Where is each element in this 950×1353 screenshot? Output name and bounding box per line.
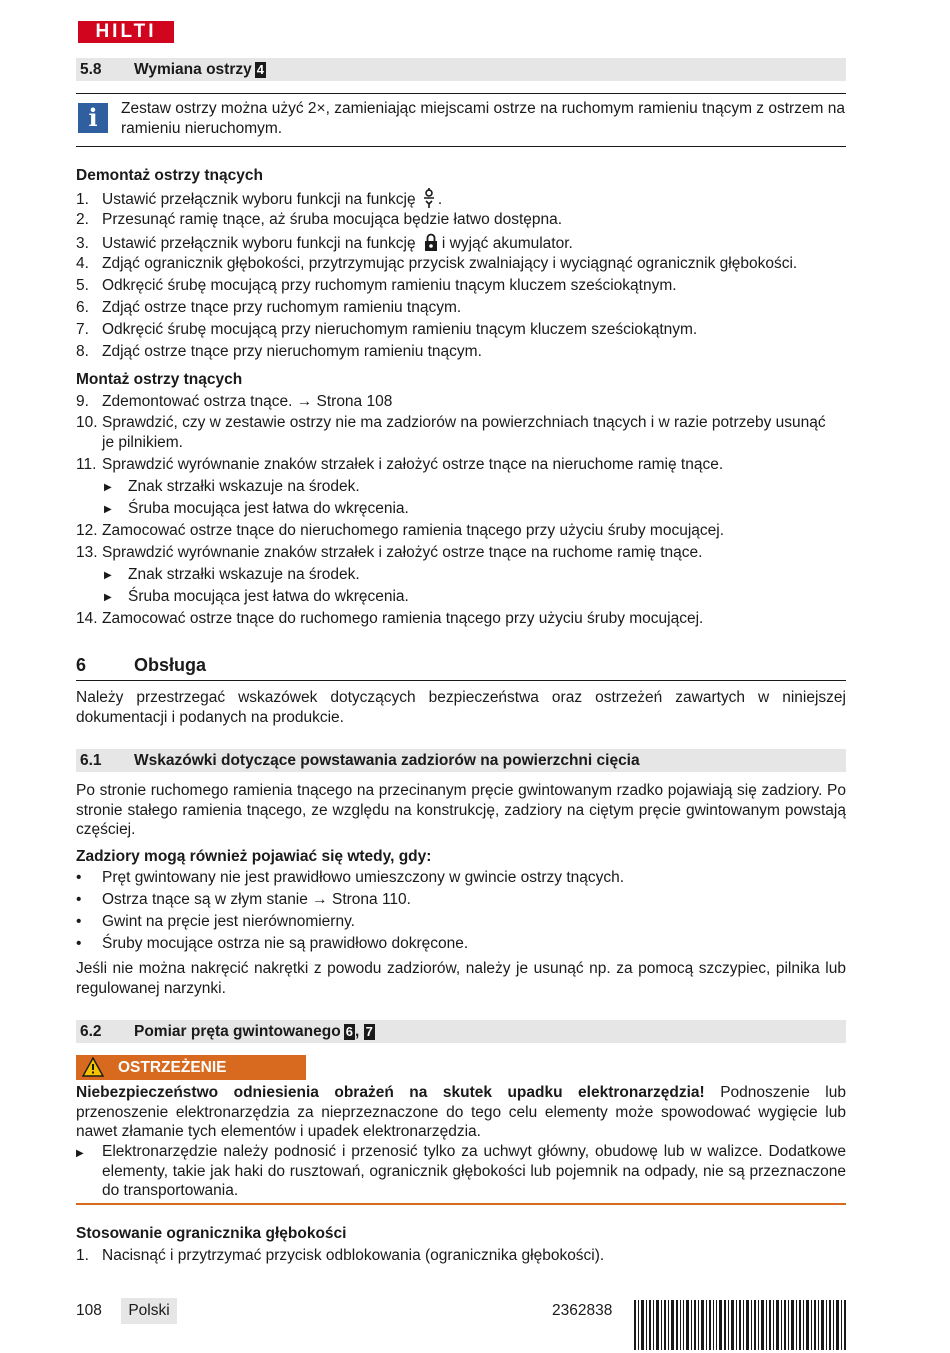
section-title: Wskazówki dotyczące powstawania zadziorów na powierzchni cięcia xyxy=(134,752,640,769)
result-arrow-icon: ▶ xyxy=(76,1148,84,1159)
list-item: 9. Zdemontować ostrza tnące. → Strona 108 xyxy=(76,393,393,410)
list-item: 14. Zamocować ostrze tnące do ruchomego ramienia tnącego przy użyciu śruby mocującej. xyxy=(76,610,704,627)
paragraph: Jeśli nie można nakręcić nakrętki z powodu zadziorów, należy je usunąć np. za pomocą szczypiec, pilnika lub regulowanej narzynki. xyxy=(76,960,846,997)
bullet-item: • Gwint na pręcie jest nierównomierny. xyxy=(76,913,355,930)
paragraph: Po stronie ruchomego ramienia tnącego na przecinanym pręcie gwintowanym rzadko pojawiają się zadziory. Po stronie stałego ramienia tnącego, ze względu na konstrukcję, zadziory na ciętym pręcie gwintowanym powstają częściej. xyxy=(76,782,846,838)
list-item: 1. Ustawić przełącznik wyboru funkcji na funkcję . xyxy=(76,188,846,209)
page-number: 108 xyxy=(76,1302,102,1319)
result-arrow-icon: ▶ xyxy=(104,482,112,493)
result-item: ▶ Śruba mocująca jest łatwa do wkręcenia. xyxy=(104,588,409,605)
bullet-dot: • xyxy=(76,935,82,952)
subheading-assembly: Montaż ostrzy tnących xyxy=(76,371,243,388)
subheading-depth-gauge: Stosowanie ogranicznika głębokości xyxy=(76,1225,347,1242)
section-title: Pomiar pręta gwintowanego 6 , 7 xyxy=(134,1023,373,1040)
figure-ref: 4 xyxy=(256,62,264,77)
result-arrow-icon: ▶ xyxy=(104,504,112,515)
bullet-dot: • xyxy=(76,891,82,908)
section-header-6-2 xyxy=(76,1020,846,1043)
section-title: Wymiana ostrzy 4 xyxy=(134,61,264,78)
bullet-dot: • xyxy=(76,913,82,930)
section-number: 6.2 xyxy=(80,1023,102,1040)
list-item: 7. Odkręcić śrubę mocującą przy nieruchomym ramieniu tnącym kluczem sześciokątnym. xyxy=(76,321,698,338)
list-item: 4. Zdjąć ogranicznik głębokości, przytrzymując przycisk zwalniający i wyciągnąć ogranicznik głębokości. xyxy=(76,255,798,272)
result-arrow-icon: ▶ xyxy=(104,570,112,581)
result-arrow-icon: ▶ xyxy=(104,592,112,603)
warning-divider xyxy=(76,1203,846,1205)
divider xyxy=(76,93,846,94)
info-icon: i xyxy=(78,103,108,133)
warning-text: Niebezpieczeństwo odniesienia obrażeń na skutek upadku elektronarzędzia! Podnoszenie lub przenoszenie elektronarzędzia za nieprzeznaczone do tego celu elementy może spowodować wygięcie lub nawet złamanie tych elementów i upadek elektronarzędzia. xyxy=(76,1084,846,1140)
divider xyxy=(76,146,846,147)
section-header-5-8 xyxy=(76,58,846,81)
result-item: ▶ Znak strzałki wskazuje na środek. xyxy=(104,566,360,583)
paragraph: Należy przestrzegać wskazówek dotyczących bezpieczeństwa oraz ostrzeżeń zawartych w niniejszej dokumentacji i podanych na produkcie. xyxy=(76,689,846,726)
list-item: 12. Zamocować ostrze tnące do nieruchomego ramienia tnącego przy użyciu śruby mocującej. xyxy=(76,522,725,539)
chapter-number: 6 xyxy=(76,655,87,675)
warning-label: OSTRZEŻENIE xyxy=(76,1055,306,1080)
blade-change-mode-icon xyxy=(422,188,436,208)
warning-triangle-icon xyxy=(82,1057,104,1077)
list-item: 11. Sprawdzić wyrównanie znaków strzałek i założyć ostrze tnące na nieruchome ramię tnące. xyxy=(76,456,724,473)
bullet-item: • Pręt gwintowany nie jest prawidłowo umieszczony w gwincie ostrzy tnących. xyxy=(76,869,625,886)
lock-mode-icon xyxy=(424,232,438,252)
hilti-logo: HILTI xyxy=(78,21,174,43)
bullet-item: • Ostrza tnące są w złym stanie → Strona 110. xyxy=(76,891,411,908)
chapter-heading-6 xyxy=(76,655,207,676)
list-item: 10. Sprawdzić, czy w zestawie ostrzy nie ma zadziorów na powierzchniach tnących i w razie potrzeby usunąć xyxy=(76,414,826,431)
list-item: 5. Odkręcić śrubę mocującą przy ruchomym ramieniu tnącym kluczem sześciokątnym. xyxy=(76,277,677,294)
bullet-dot: • xyxy=(76,869,82,886)
result-item: ▶ Znak strzałki wskazuje na środek. xyxy=(104,478,360,495)
result-item: ▶ Śruba mocująca jest łatwa do wkręcenia. xyxy=(104,500,409,517)
list-item-continuation: je pilnikiem. xyxy=(102,434,183,451)
divider xyxy=(76,680,846,681)
chapter-title: Obsługa xyxy=(134,655,207,675)
document-number: 2362838 xyxy=(552,1302,613,1319)
figure-ref: 6 xyxy=(345,1024,353,1039)
figure-ref: 7 xyxy=(365,1024,373,1039)
list-item: 2. Przesunąć ramię tnące, aż śruba mocująca będzie łatwo dostępna. xyxy=(76,211,563,228)
section-header-6-1 xyxy=(76,749,846,772)
subheading-burrs: Zadziory mogą również pojawiać się wtedy, gdy: xyxy=(76,848,432,865)
list-item: 13. Sprawdzić wyrównanie znaków strzałek i założyć ostrze tnące na ruchome ramię tnące. xyxy=(76,544,703,561)
bullet-item: • Śruby mocujące ostrza nie są prawidłowo dokręcone. xyxy=(76,935,469,952)
section-number: 5.8 xyxy=(80,61,102,78)
warning-action: Elektronarzędzie należy podnosić i przenosić tylko za uchwyt główny, obudowę lub w walizce. Dodatkowe elementy, takie jak haki do rusztowań, ogranicznik głębokości lub pojemnik na odpady, nie są przeznaczone do transportowania. xyxy=(102,1143,846,1199)
language-label: Polski xyxy=(121,1298,177,1324)
list-item: 1. Nacisnąć i przytrzymać przycisk odblokowania (ogranicznika głębokości). xyxy=(76,1247,605,1264)
info-note-text: Zestaw ostrzy można użyć 2×, zamieniając miejscami ostrze na ruchomym ramieniu tnącym z ostrzem na ramieniu nieruchomym. xyxy=(121,100,846,137)
subheading-dismantle: Demontaż ostrzy tnących xyxy=(76,167,263,184)
list-item: 8. Zdjąć ostrze tnące przy nieruchomym ramieniu tnącym. xyxy=(76,343,482,360)
barcode xyxy=(634,1300,846,1350)
list-item: 3. Ustawić przełącznik wyboru funkcji na funkcję i wyjąć akumulator. xyxy=(76,232,846,253)
list-item: 6. Zdjąć ostrze tnące przy ruchomym ramieniu tnącym. xyxy=(76,299,462,316)
section-number: 6.1 xyxy=(80,752,102,769)
